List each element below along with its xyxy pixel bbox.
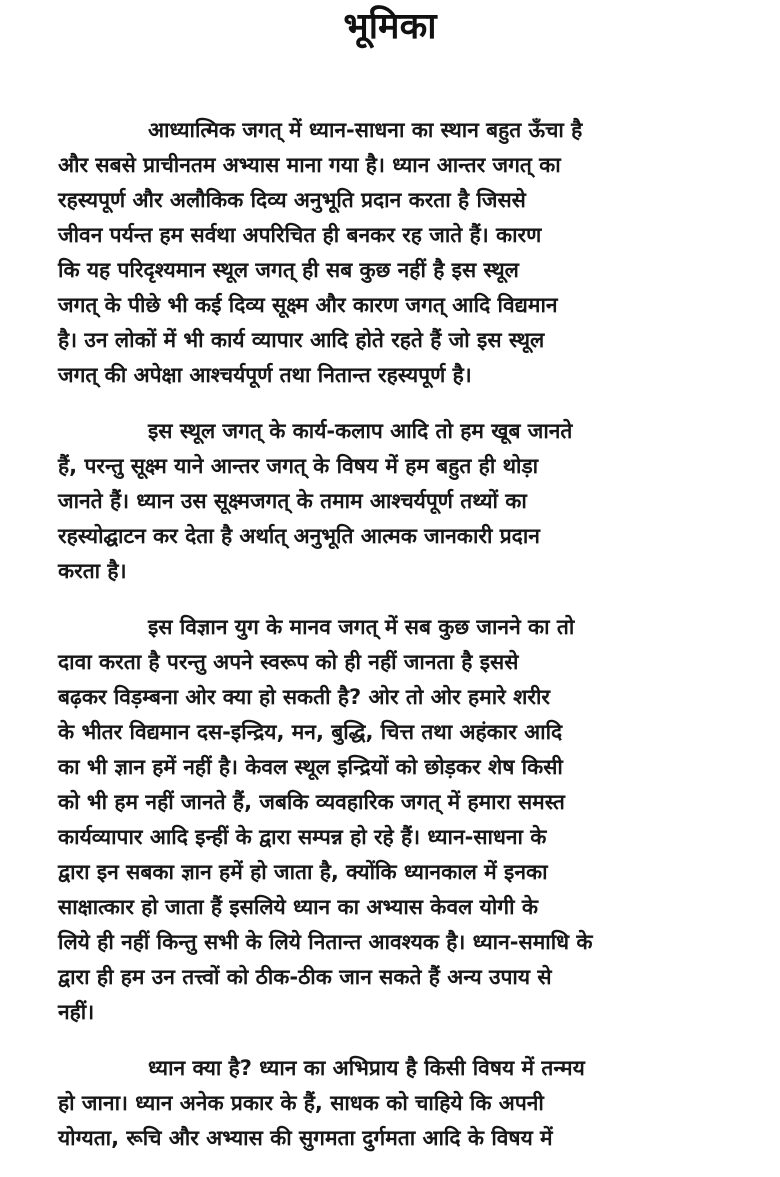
text-line: और सबसे प्राचीनतम अभ्यास माना गया है। ध्यान आन्तर जगत् का	[58, 153, 561, 177]
page-title: भूमिका	[343, 6, 437, 47]
text-line: जगत् की अपेक्षा आश्चर्यपूर्ण तथा नितान्त रहस्यपूर्ण है।	[58, 363, 472, 387]
text-line: जगत् के पीछे भी कई दिव्य सूक्ष्म और कारण जगत् आदि विद्यमान	[58, 293, 558, 317]
text-line: बढ़कर विड़म्बना ओर क्या हो सकती है? ओर तो ओर हमारे शरीर	[58, 685, 550, 709]
text-line: जीवन पर्यन्त हम सर्वथा अपरिचित ही बनकर रह जाते हैं। कारण	[58, 223, 542, 247]
text-line: द्वारा इन सबका ज्ञान हमें हो जाता है, क्योंकि ध्यानकाल में इनका	[58, 860, 548, 884]
body-text	[58, 113, 726, 1177]
text-line: को भी हम नहीं जानते हैं, जबकि व्यवहारिक जगत् में हमारा समस्त	[58, 790, 565, 814]
text-line: द्वारा ही हम उन तत्त्वों को ठीक-ठीक जान सकते हैं अन्य उपाय से	[58, 965, 552, 989]
text-line: दावा करता है परन्तु अपने स्वरूप को ही नहीं जानता है इससे	[58, 650, 519, 674]
text-line: आध्यात्मिक जगत् में ध्यान-साधना का स्थान बहुत ऊँचा है	[148, 118, 583, 142]
text-line: करता है।	[58, 559, 127, 583]
text-line: लिये ही नहीं किन्तु सभी के लिये नितान्त आवश्यक है। ध्यान-समाधि के	[58, 930, 593, 954]
text-line: जानते हैं। ध्यान उस सूक्ष्मजगत् के तमाम आश्चर्यपूर्ण तथ्यों का	[58, 489, 527, 513]
text-line: है। उन लोकों में भी कार्य व्यापार आदि होते रहते हैं जो इस स्थूल	[58, 328, 545, 352]
text-line: हो जाना। ध्यान अनेक प्रकार के हैं, साधक को चाहिये कि अपनी	[58, 1091, 544, 1115]
text-line: रहस्यपूर्ण और अलौकिक दिव्य अनुभूति प्रदान करता है जिससे	[58, 188, 526, 212]
text-line: योग्यता, रूचि और अभ्यास की सुगमता दुर्गमता आदि के विषय में	[58, 1126, 553, 1150]
paragraph-4	[58, 1051, 726, 1156]
text-line: ध्यान क्या है? ध्यान का अभिप्राय है किसी विषय में तन्मय	[148, 1056, 585, 1080]
paragraph-3	[58, 610, 726, 1030]
text-line: इस विज्ञान युग के मानव जगत् में सब कुछ जानने का तो	[148, 615, 575, 639]
text-line: साक्षात्कार हो जाता हैं इसलिये ध्यान का अभ्यास केवल योगी के	[58, 895, 538, 919]
text-line: नहीं।	[58, 1000, 95, 1024]
text-line: इस स्थूल जगत् के कार्य-कलाप आदि तो हम खूब जानते	[148, 419, 573, 443]
text-line: कार्यव्यापार आदि इन्हीं के द्वारा सम्पन्न हो रहे हैं। ध्यान-साधना के	[58, 825, 547, 849]
text-line: हैं, परन्तु सूक्ष्म याने आन्तर जगत् के विषय में हम बहुत ही थोड़ा	[58, 454, 539, 478]
paragraph-1	[58, 113, 726, 393]
text-line: के भीतर विद्यमान दस-इन्द्रिय, मन, बुद्धि, चित्त तथा अहंकार आदि	[58, 720, 563, 744]
text-line: रहस्योद्घाटन कर देता है अर्थात् अनुभूति आत्मक जानकारी प्रदान	[58, 524, 540, 548]
paragraph-2	[58, 414, 726, 589]
text-line: का भी ज्ञान हमें नहीं है। केवल स्थूल इन्द्रियों को छोड़कर शेष किसी	[58, 755, 563, 779]
text-line: कि यह परिदृश्यमान स्थूल जगत् ही सब कुछ नहीं है इस स्थूल	[58, 258, 519, 282]
